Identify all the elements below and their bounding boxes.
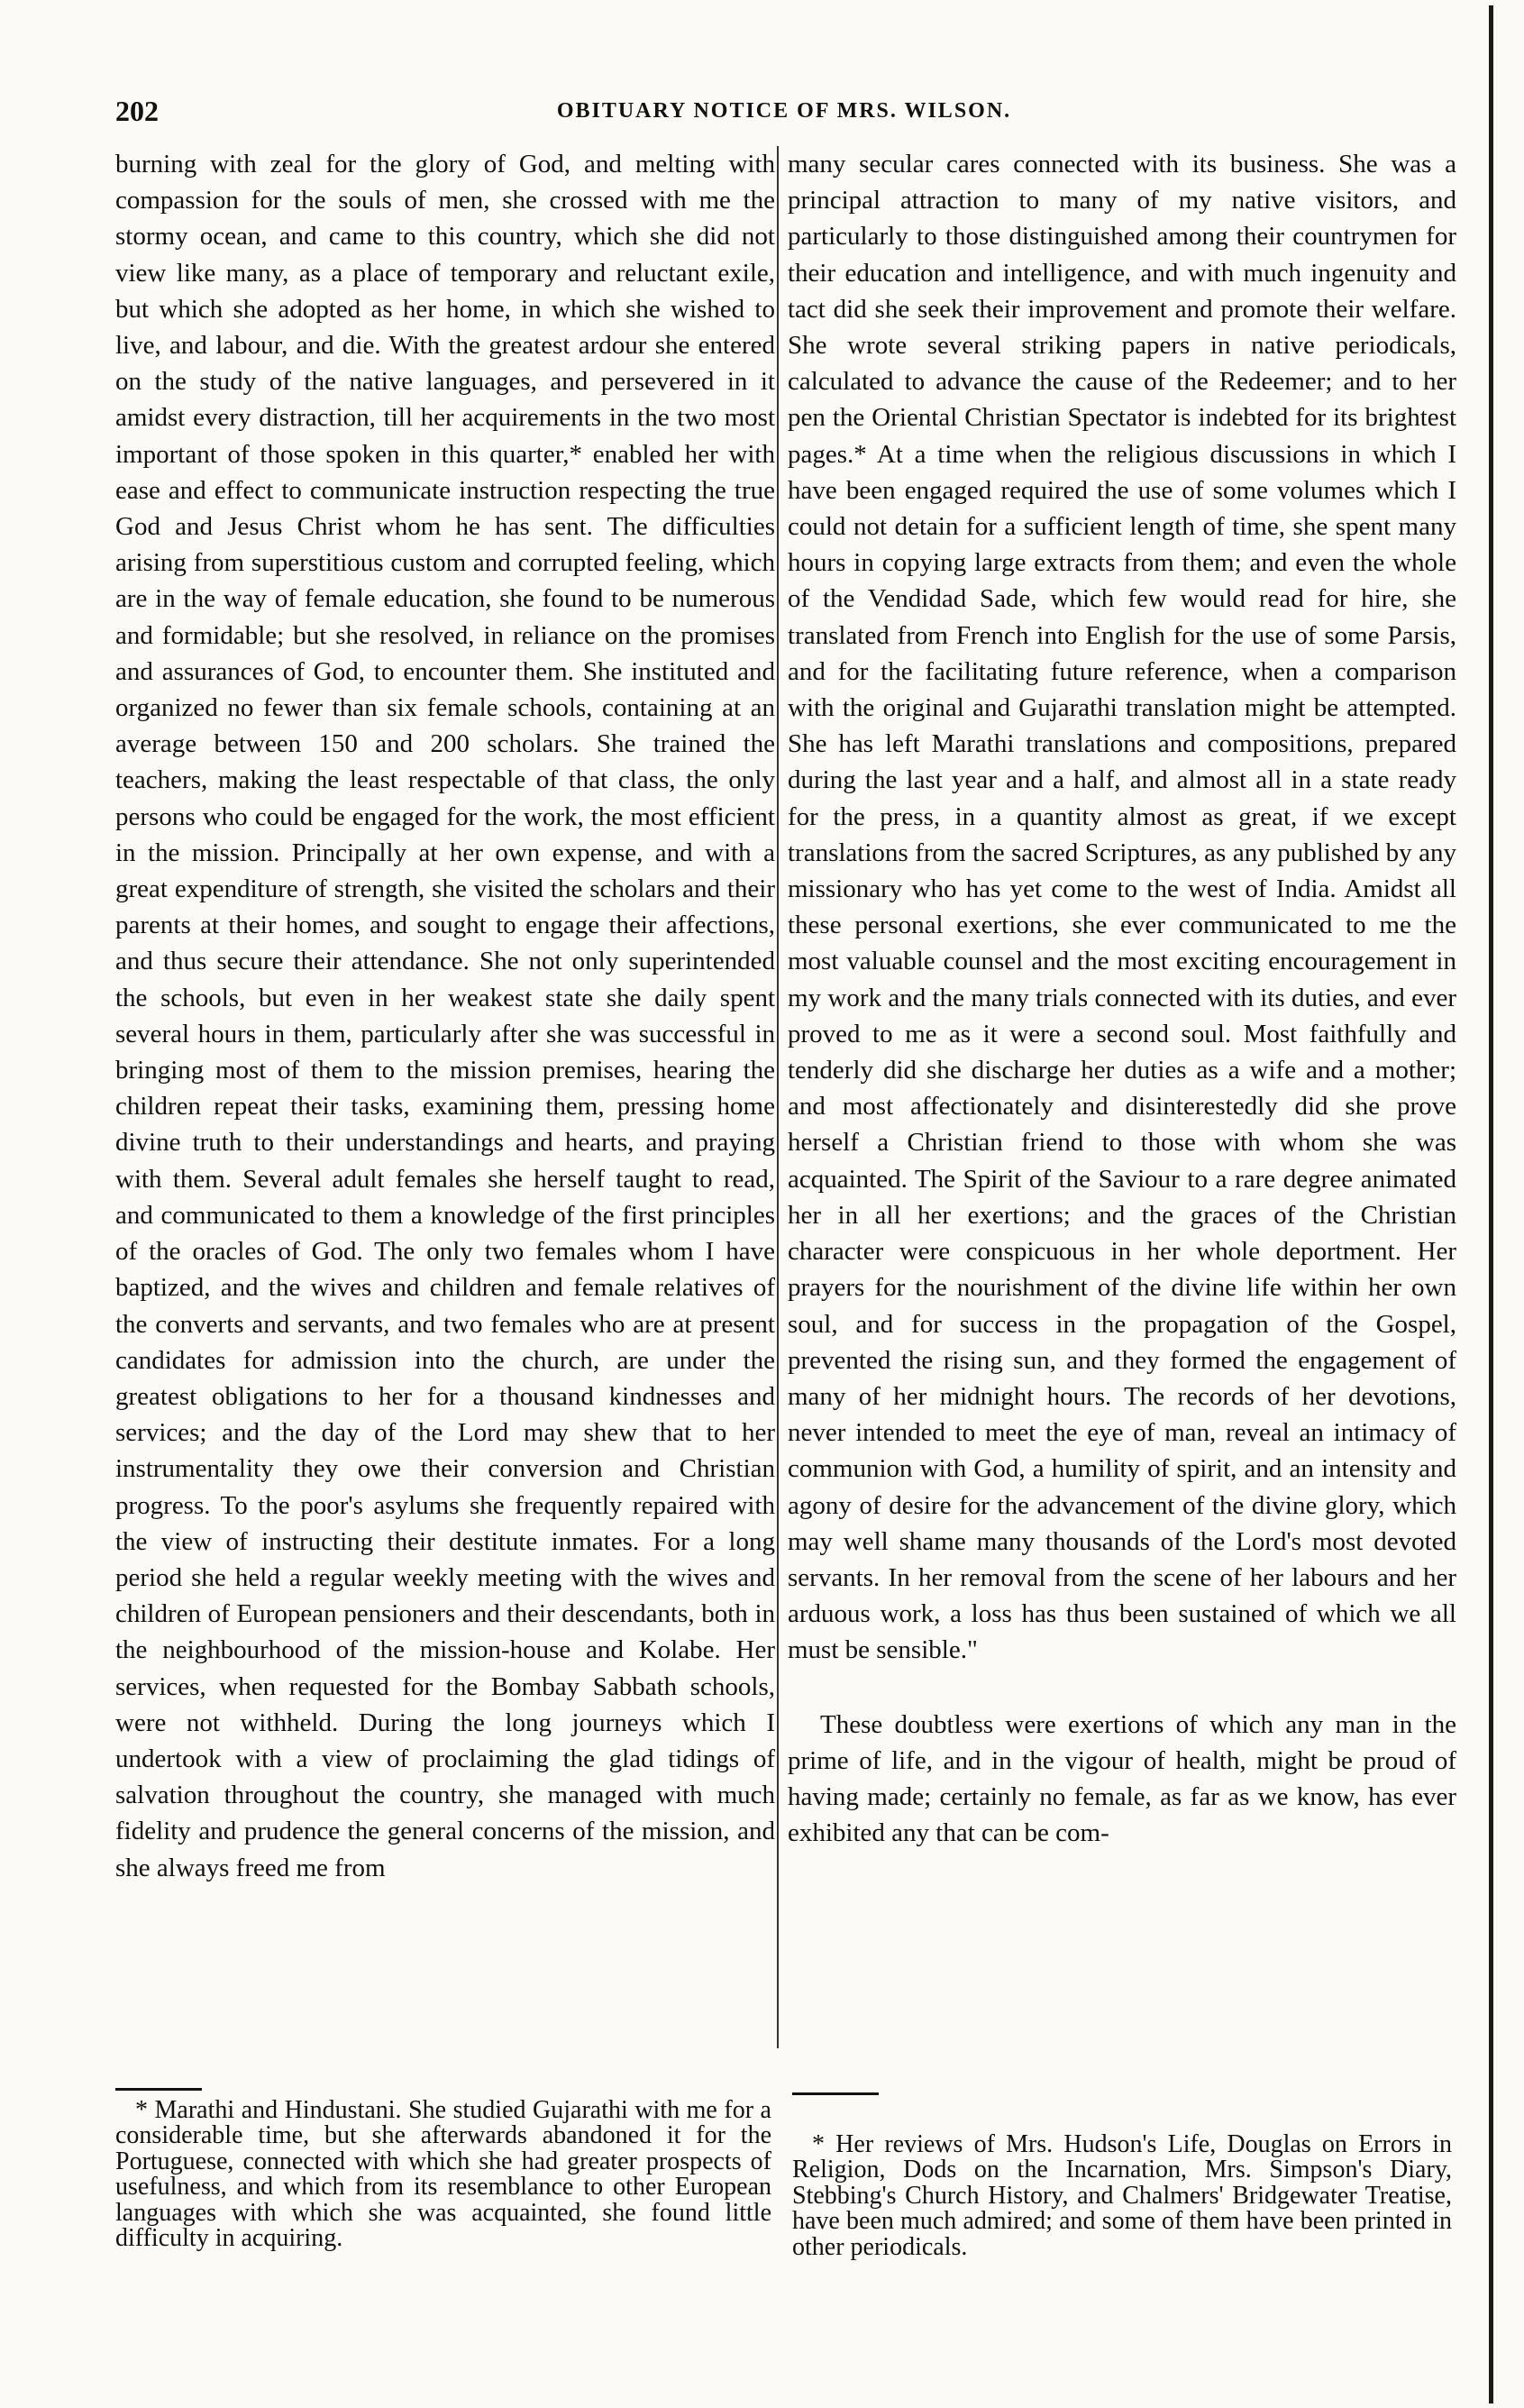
page-edge-bar [1489,5,1493,2403]
footnote-rule-left [115,2088,202,2091]
left-column-paragraph: burning with zeal for the glory of God, and melting with compassion for the souls of men, she crossed with me the stormy ocean, and came to this country, which she did not view like many, as a place of temporary and reluctant exile, but which she adopted as her home, in which she wished to live, and labour, and die. With the greatest ardour she entered on the study of the native languages, and persevered in it amidst every distraction, till her acquirements in the two most important of those spoken in this quarter,* enabled her with ease and effect to communicate instruction respecting the true God and Jesus Christ whom he has sent. The difficulties arising from superstitious custom and corrupted feeling, which are in the way of female education, she found to be numerous and formidable; but she resolved, in reliance on the promises and assurances of God, to encounter them. She instituted and organized no fewer than six female schools, containing at an average between 150 and 200 scholars. She trained the teachers, making the least respectable of that class, the only persons who could be engaged for the work, the most efficient in the mission. Principally at her own expense, and with a great expenditure of strength, she visited the scholars and their parents at their homes, and sought to engage their affections, and thus secure their attendance. She not only superintended the schools, but even in her weakest state she daily spent several hours in them, particularly after she was successful in bringing most of them to the mission premises, hearing the children repeat their tasks, examining them, pressing home divine truth to their understandings and hearts, and praying with them. Several adult females she herself taught to read, and communicated to them a knowledge of the first principles of the oracles of God. The only two females whom I have baptized, and the wives and children and female relatives of the converts and servants, and two females who are at present candidates for admission into the church, are under the greatest obligations to her for a thousand kindnesses and services; and the day of the Lord may shew that to her instrumentality they owe their conversion and Christian progress. To the poor's asylums she frequently repaired with the view of instructing their destitute inmates. For a long period she held a regular weekly meeting with the wives and children of European pensioners and their descendants, both in the neighbourhood of the mission-house and Kolabe. Her services, when requested for the Bombay Sabbath schools, were not withheld. During the long journeys which I undertook with a view of proclaiming the glad tidings of salvation throughout the country, she managed with much fidelity and prudence the general concerns of the mission, and she always freed me from [115,150,775,1882]
footnote-left-text: * Marathi and Hindustani. She studied Gujarathi with me for a considerable time, but she afterwards abandoned it for the Portuguese, connected with which she had greater prospects of usefulness, and which from its resemblance to other European languages with which she was acquainted, she found little difficulty in acquiring. [115,2096,771,2253]
column-divider [777,146,779,2048]
page-number: 202 [115,95,159,127]
left-column [115,146,775,1886]
running-title: OBITUARY NOTICE OF MRS. WILSON. [556,99,1012,123]
right-column [788,146,1456,1851]
footnote-right [792,2132,1452,2260]
right-column-paragraph-2: These doubtless were exertions of which any man in the prime of life, and in the vigour of health, might be proud of having made; certainly no female, as far as we know, has ever exhibited any that can be com- [788,1709,1456,1848]
page-header [115,93,1453,129]
footnote-rule-right [792,2092,879,2095]
right-column-paragraph-1: many secular cares connected with its business. She was a principal attraction to many of my native visitors, and particularly to those distinguished among their countrymen for their education and intelligence, and with much ingenuity and tact did she seek their improvement and promote their welfare. She wrote several striking papers in native periodicals, calculated to advance the cause of the Redeemer; and to her pen the Oriental Christian Spectator is indebted for its brightest pages.* At a time when the religious discussions in which I have been engaged required the use of some volumes which I could not detain for a sufficient length of time, she spent many hours in copying large extracts from them; and even the whole of the Vendidad Sade, which few would read for hire, she translated from French into English for the use of some Parsis, and for the facilitating future reference, when a comparison with the original and Gujarathi translation might be attempted. She has left Marathi translations and compositions, prepared during the last year and a half, and almost all in a state ready for the press, in a quantity almost as great, if we except translations from the sacred Scriptures, as any published by any missionary who has yet come to the west of India. Amidst all these personal exertions, she ever communicated to me the most valuable counsel and the most exciting encouragement in my work and the many trials connected with its duties, and ever proved to me as it were a second soul. Most faithfully and tenderly did she discharge her duties as a wife and a mother; and most affectionately and disinterestedly did she prove herself a Christian friend to those with whom she was acquainted. The Spirit of the Saviour to a rare degree animated her in all her exertions; and the graces of the Christian character were conspicuous in her whole deportment. Her prayers for the nourishment of the divine life within her own soul, and for success in the propagation of the Gospel, prevented the rising sun, and they formed the engagement of many of her midnight hours. The records of her devotions, never intended to meet the eye of man, reveal an intimacy of communion with God, a humility of spirit, and an intensity and agony of desire for the advancement of the divine glory, which may well shame many thousands of the Lord's most devoted servants. In her removal from the scene of her labours and her arduous work, a loss has thus been sustained of which we all must be sensible." [788,150,1456,1665]
footnote-left [115,2098,771,2251]
footnote-right-text: * Her reviews of Mrs. Hudson's Life, Douglas on Errors in Religion, Dods on the Incarnation, Mrs. Simpson's Diary, Stebbing's Church History, and Chalmers' Bridgewater Treatise, have been much admired; and some of them have been printed in other periodicals. [792,2130,1452,2261]
